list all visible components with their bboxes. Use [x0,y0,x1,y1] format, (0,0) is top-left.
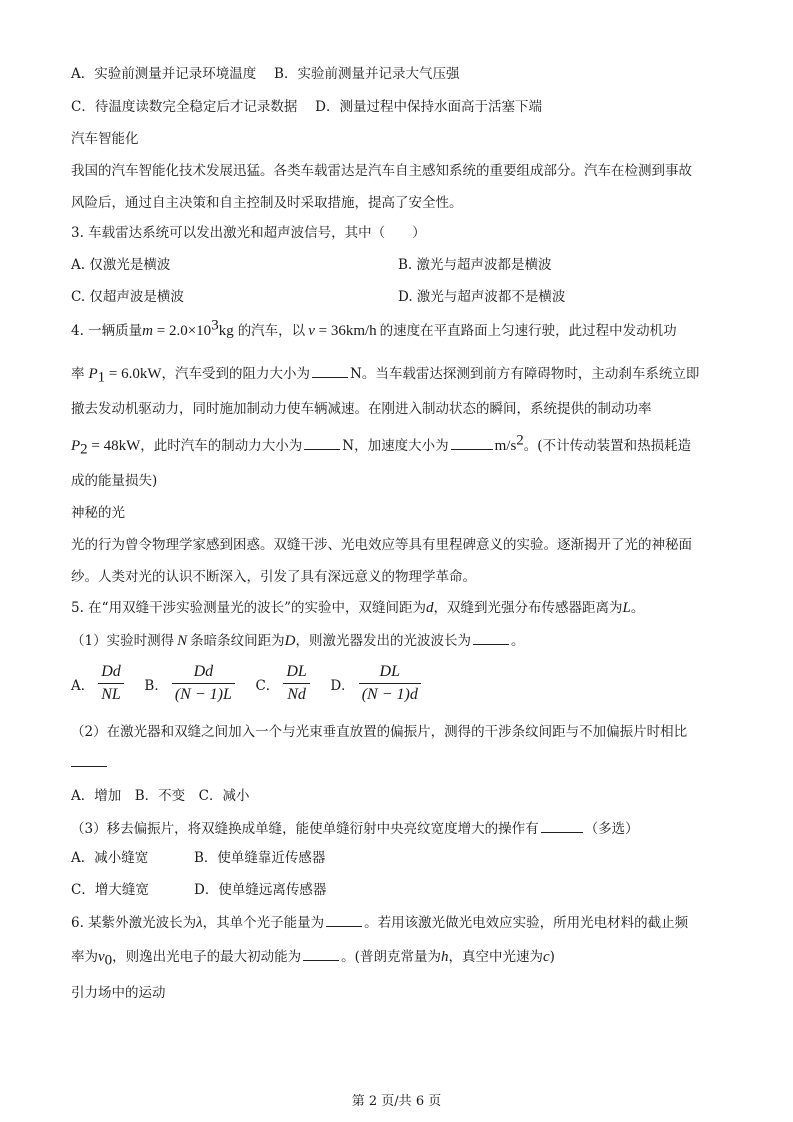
question-3: 3. 车载雷达系统可以发出激光和超声波信号，其中（ ） [71,225,426,241]
options-line-ab: A．实验前测量并记录环境温度 B．实验前测量并记录大气压强 [71,66,460,82]
paragraph-light-2: 纱。人类对光的认识不断深入，引发了具有深远意义的物理学革命。 [71,569,476,585]
q3-option-a: A. 仅激光是横波 [71,257,171,273]
section-heading-car: 汽车智能化 [71,131,139,147]
question-4-line-3: 撤去发动机驱动力，同时施加制动力使车辆减速。在刚进入制动状态的瞬间，系统提供的制动功率 [71,401,652,417]
q5-option-a-fraction: $\frac{Dd}{NL}$ [98,662,124,705]
q5-1-options: A． $\frac{Dd}{NL}$ B． $\frac{Dd}{(N - 1)L}$ C． $\frac{DL}{Nd}$ D． $\frac{DL}{(N - 1)d}$ [71,662,425,710]
q5-option-d-fraction: $\frac{DL}{(N - 1)d}$ [359,662,421,705]
question-6-line-2: 率为$\nu_0$，则逸出光电子的最大初动能为 。(普朗克常量为h，真空中光速为c) [71,946,555,967]
q3-option-c: C. 仅超声波是横波 [71,289,184,305]
paragraph-light-1: 光的行为曾令物理学家感到困惑。双缝干涉、光电效应等具有里程碑意义的实验。逐渐揭开了光的神秘面 [71,537,692,553]
q5-3-option-b: B．使单缝靠近传感器 [194,850,326,866]
q5-3-option-d: D．使单缝远离传感器 [194,882,327,898]
options-line-cd: C．待温度读数完全稳定后才记录数据 D．测量过程中保持水面高于活塞下端 [71,99,542,115]
q5-option-b-fraction: $\frac{Dd}{(N - 1)L}$ [172,662,235,705]
question-4-line-2: 率 $P_1 = 6.0kW$，汽车受到的阻力大小为 N。当车载雷达探测到前方有障碍物时，主动刹车系统立即 [71,363,699,384]
q5-2-blank[interactable] [71,752,107,767]
question-4-line-4: $P_2 = 48kW$，此时汽车的制动力大小为 N，加速度大小为 $m/s^2$。(不计传动装置和热损耗造 [71,432,692,458]
q4-blank-resistance[interactable] [312,363,348,378]
q6-blank-kinetic-energy[interactable] [303,946,339,961]
section-heading-light: 神秘的光 [71,505,125,521]
question-5-part-2: （2）在激光器和双缝之间加入一个与光束垂直放置的偏振片，测得的干涉条纹间距与不加偏振片时相比 [71,724,688,740]
question-5-part-1: （1）实验时测得 N 条暗条纹间距为D，则激光器发出的光波波长为 。 [71,630,524,651]
q5-1-blank-wavelength[interactable] [473,630,509,645]
question-4-line-5: 成的能量损失) [71,473,158,489]
question-5-part-3: （3）移去偏振片，将双缝换成单缝，能使单缝衍射中央亮纹宽度增大的操作有 （多选） [71,818,639,839]
q4-blank-brake-force[interactable] [304,435,340,450]
section-heading-gravity: 引力场中的运动 [71,985,166,1001]
page-footer: 第 2 页/共 6 页 [351,1094,442,1109]
q3-option-d: D. 激光与超声波都不是横波 [398,289,566,305]
q5-option-c-fraction: $\frac{DL}{Nd}$ [283,662,309,705]
paragraph-car-2: 风险后，通过自主决策和自主控制及时采取措施，提高了安全性。 [71,195,463,211]
question-5: 5. 在“用双缝干涉实验测量光的波长”的实验中，双缝间距为d，双缝到光强分布传感器距离为L。 [71,600,645,616]
q5-3-blank[interactable] [541,818,583,833]
question-4-line-1: 4. 一辆质量$m = 2.0\times 10^3kg$ 的汽车，以 v = 36km/h 的速度在平直路面上匀速行驶，此过程中发动机功 [71,317,677,339]
q3-option-b: B. 激光与超声波都是横波 [398,257,552,273]
q5-2-blank-line [71,752,109,773]
q5-2-options: A．增加 B．不变 C．减小 [71,788,250,804]
q5-3-option-c: C．增大缝宽 [71,882,149,898]
q5-3-option-a: A．减小缝宽 [71,850,149,866]
question-6-line-1: 6. 某紫外激光波长为λ，其单个光子能量为 。若用该激光做光电效应实验，所用光电材料的截止频 [71,912,688,933]
paragraph-car-1: 我国的汽车智能化技术发展迅猛。各类车载雷达是汽车自主感知系统的重要组成部分。汽车在检测到事故 [71,163,692,179]
q4-blank-acceleration[interactable] [451,435,493,450]
q6-blank-photon-energy[interactable] [326,912,362,927]
